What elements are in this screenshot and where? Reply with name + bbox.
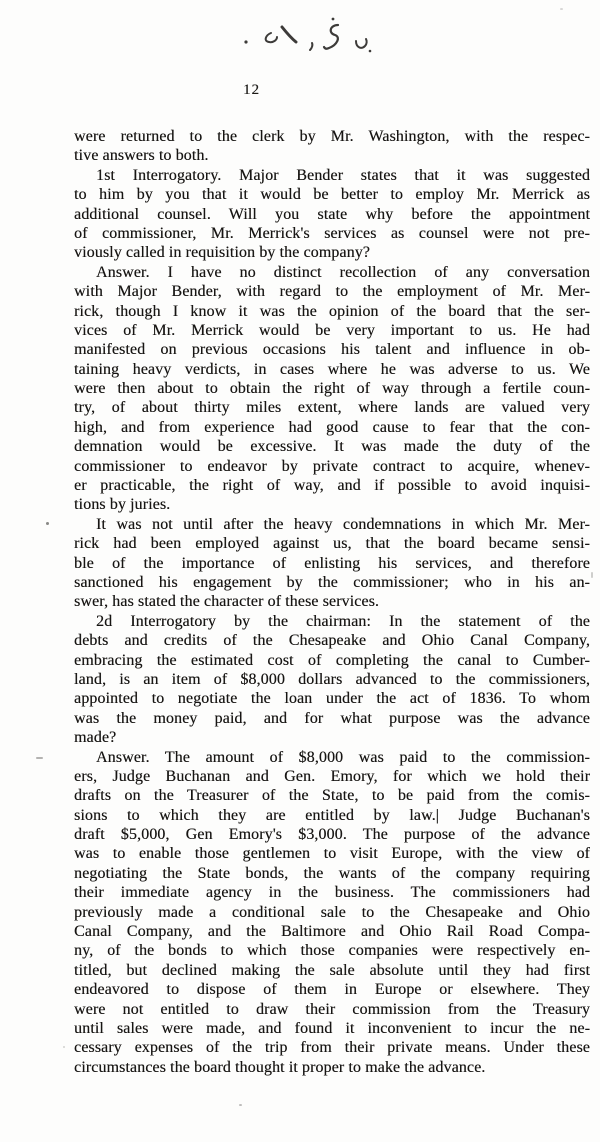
text-line: high, and from experience had good cause to fear that the con- <box>74 418 590 436</box>
text-line: rick, though I know it was the opinion of the board that the ser- <box>74 302 590 320</box>
scan-speckle <box>591 572 593 578</box>
stray-ink-dot <box>46 522 49 525</box>
text-line: of commissioner, Mr. Merrick's services as counsel were not pre- <box>74 224 590 242</box>
page-number: 12 <box>243 82 260 98</box>
ink-scribble-icon <box>238 12 378 56</box>
text-line: their immediate agency in the business. The commissioners had <box>74 884 590 902</box>
text-line: demnation would be excessive. It was made the duty of the <box>74 438 590 456</box>
text-line: land, is an item of $8,000 dollars advanced to the commissioners, <box>74 670 590 688</box>
text-line: draft $5,000, Gen Emory's $3,000. The purpose of the advance <box>74 826 590 844</box>
text-line: Answer. The amount of $8,000 was paid to the commission- <box>96 748 590 766</box>
text-line: 2d Interrogatory by the chairman: In the statement of the <box>96 612 590 630</box>
scan-speckle <box>560 8 563 10</box>
text-line: titled, but declined making the sale absolute until they had first <box>74 961 590 979</box>
text-line: swer, has stated the character of these services. <box>74 593 380 611</box>
text-line: Answer. I have no distinct recollection of any conversation <box>96 263 590 281</box>
text-line: ny, of the bonds to which those companies were respectively en- <box>74 942 590 960</box>
text-line: additional counsel. Will you state why before the appointment <box>74 205 590 223</box>
text-line: manifested on previous occasions his talent and influence in ob- <box>74 341 590 359</box>
text-line: taining heavy verdicts, in cases where he was adverse to us. We <box>74 360 590 378</box>
text-line: try, of about thirty miles extent, where lands are valued very <box>74 399 590 417</box>
text-line: appointed to negotiate the loan under the act of 1836. To whom <box>74 690 590 708</box>
text-line: with Major Bender, with regard to the employment of Mr. Mer- <box>74 283 590 301</box>
text-line: to him by you that it would be better to employ Mr. Merrick as <box>74 186 590 204</box>
text-line: viously called in requisition by the company? <box>74 244 370 262</box>
text-line: sanctioned his engagement by the commissioner; who in his an- <box>74 573 590 591</box>
text-line: until sales were made, and found it inconvenient to incur the ne- <box>74 1019 590 1037</box>
text-line: circumstances the board thought it proper to make the advance. <box>74 1058 486 1076</box>
text-line: 1st Interrogatory. Major Bender states that it was suggested <box>96 166 590 184</box>
text-line: ers, Judge Buchanan and Gen. Emory, for which we hold their <box>74 767 590 785</box>
text-line: commissioner to endeavor by private contract to acquire, whenev- <box>74 457 590 475</box>
text-line: It was not until after the heavy condemnations in which Mr. Mer- <box>96 515 590 533</box>
text-line: were then about to obtain the right of way through a fertile coun- <box>74 380 590 398</box>
text-line: previously made a conditional sale to the Chesapeake and Ohio <box>74 903 590 921</box>
text-line: tions by juries. <box>74 496 171 514</box>
text-line: er practicable, the right of way, and if possible to avoid inquisi- <box>74 477 590 495</box>
text-line: was the money paid, and for what purpose was the advance <box>74 709 590 727</box>
document-text-block <box>74 127 590 1077</box>
scan-speckle <box>239 1104 242 1106</box>
text-line: tive answers to both. <box>74 147 209 165</box>
text-line: vices of Mr. Merrick would be very important to us. He had <box>74 321 590 339</box>
text-line: were returned to the clerk by Mr. Washington, with the respec- <box>74 128 590 145</box>
text-line: was to enable those gentlemen to visit Europe, with the view of <box>74 845 590 863</box>
text-line: Canal Company, and the Baltimore and Ohio Rail Road Compa- <box>74 923 590 941</box>
text-line: cessary expenses of the trip from their private means. Under these <box>74 1039 590 1057</box>
text-line: made? <box>74 729 117 747</box>
text-line: debts and credits of the Chesapeake and Ohio Canal Company, <box>74 632 590 650</box>
text-line: endeavored to dispose of them in Europe or elsewhere. They <box>74 981 590 999</box>
stray-ink-dash <box>36 757 43 759</box>
scan-speckle <box>63 1046 65 1048</box>
text-line: sions to which they are entitled by law.| Judge Buchanan's <box>74 806 590 824</box>
text-line: ble of the importance of enlisting his services, and therefore <box>74 554 590 572</box>
text-line: were not entitled to draw their commission from the Treasury <box>74 1000 590 1018</box>
text-line: embracing the estimated cost of completing the canal to Cumber- <box>74 651 590 669</box>
text-line: negotiating the State bonds, the wants of the company requiring <box>74 864 590 882</box>
text-line: drafts on the Treasurer of the State, to be paid from the comis- <box>74 787 590 805</box>
text-line: rick had been employed against us, that the board became sensi- <box>74 535 590 553</box>
